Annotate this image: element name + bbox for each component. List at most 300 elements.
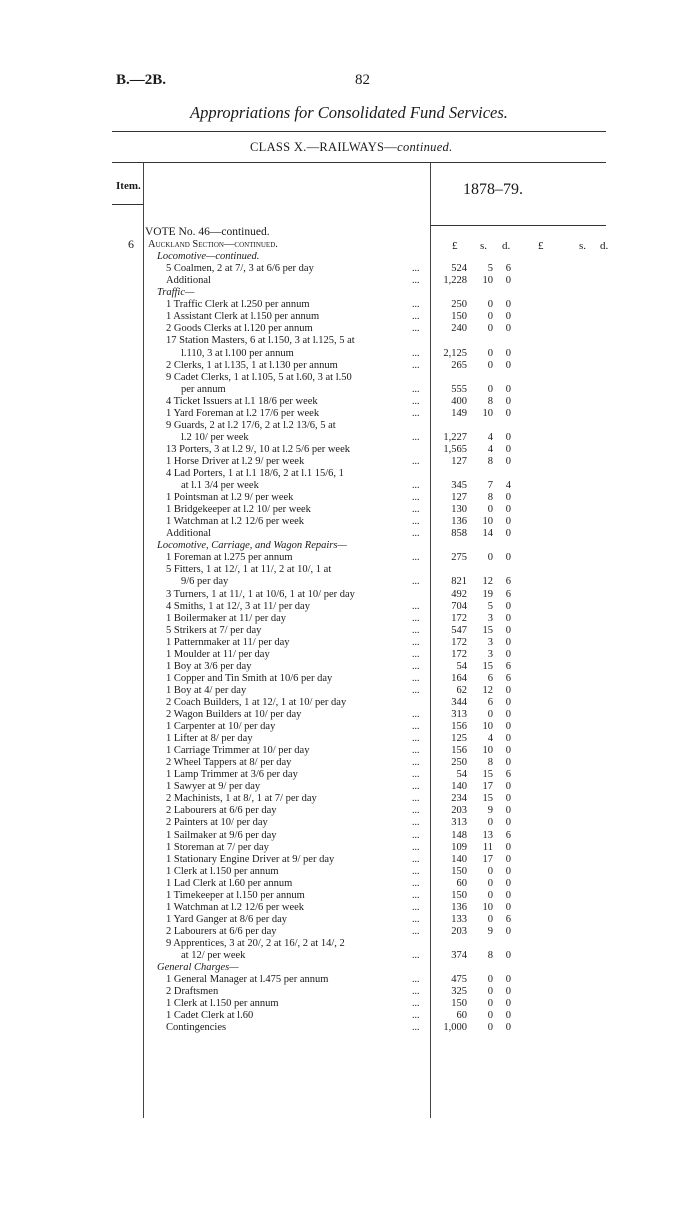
pence-value: 0 xyxy=(505,745,511,757)
shillings-value: 8 xyxy=(487,757,493,769)
table-row xyxy=(0,420,700,431)
shillings-value: 0 xyxy=(487,323,493,335)
table-row xyxy=(0,348,700,359)
leader-dots: ... xyxy=(412,974,420,986)
row-description: 1 Horse Driver at l.2 9/ per week xyxy=(166,455,305,467)
pounds-value: 250 xyxy=(451,299,467,311)
shillings-value: 0 xyxy=(487,383,493,395)
row-description: 2 Machinists, 1 at 8/, 1 at 7/ per day xyxy=(166,793,317,805)
pence-value: 0 xyxy=(505,347,511,359)
table-row xyxy=(0,709,700,720)
shillings-value: 0 xyxy=(487,1022,493,1034)
row-description: 2 Coach Builders, 1 at 12/, 1 at 10/ per day xyxy=(166,696,347,708)
pence-value: 0 xyxy=(505,648,511,660)
shillings-value: 13 xyxy=(482,829,493,841)
row-description: 5 Coalmen, 2 at 7/, 3 at 6/6 per day xyxy=(166,263,314,275)
row-description: 2 Wagon Builders at 10/ per day xyxy=(166,709,302,720)
pence-value: 0 xyxy=(505,323,511,335)
leader-dots: ... xyxy=(412,263,420,275)
pounds-value: 150 xyxy=(451,865,467,877)
row-description: Locomotive, Carriage, and Wagon Repairs— xyxy=(157,540,347,552)
row-description: 1 Moulder at 11/ per day xyxy=(166,648,270,660)
page-title: Appropriations for Consolidated Fund Services. xyxy=(190,103,508,122)
table-row xyxy=(0,564,700,575)
shillings-value: 15 xyxy=(482,660,493,672)
shillings-value: 6 xyxy=(487,672,493,684)
row-description: l.2 10/ per week xyxy=(181,431,249,443)
leader-dots: ... xyxy=(412,660,420,672)
pence-value: 6 xyxy=(505,660,511,672)
table-row xyxy=(0,793,700,804)
row-description: 17 Station Masters, 6 at l.150, 3 at l.125, 5 at xyxy=(166,335,355,347)
shillings-value: 8 xyxy=(487,395,493,407)
table-row xyxy=(0,239,700,250)
row-description: 1 Yard Ganger at 8/6 per day xyxy=(166,913,288,925)
pounds-value: 547 xyxy=(451,624,467,636)
table-row xyxy=(0,1022,700,1033)
pence-value: 0 xyxy=(505,359,511,371)
shillings-total-header: s. xyxy=(579,240,587,252)
row-description: 2 Goods Clerks at l.120 per annum xyxy=(166,323,313,335)
pence-value: 0 xyxy=(505,492,511,504)
pounds-value: 62 xyxy=(456,684,467,696)
row-description: 1 Boilermaker at 11/ per day xyxy=(166,612,287,624)
table-row xyxy=(0,661,700,672)
pence-value: 0 xyxy=(505,901,511,913)
table-row xyxy=(0,299,700,310)
pounds-value: 125 xyxy=(451,733,467,745)
row-description: 1 Foreman at l.275 per annum xyxy=(166,552,293,564)
row-description: 1 Clerk at l.150 per annum xyxy=(166,998,279,1010)
pence-value: 0 xyxy=(505,431,511,443)
leader-dots: ... xyxy=(412,516,420,528)
pence-value: 0 xyxy=(505,636,511,648)
shillings-value: 15 xyxy=(482,624,493,636)
leader-dots: ... xyxy=(412,950,420,961)
pence-value: 0 xyxy=(505,395,511,407)
table-row xyxy=(0,866,700,877)
table-row xyxy=(0,589,700,600)
row-description: 1 Lad Clerk at l.60 per annum xyxy=(166,877,293,889)
leader-dots: ... xyxy=(412,455,420,467)
pence-value: 6 xyxy=(505,769,511,781)
pounds-value: 150 xyxy=(451,998,467,1010)
shillings-value: 15 xyxy=(482,793,493,805)
pounds-value: 555 xyxy=(451,383,467,395)
table-row xyxy=(0,576,700,587)
pence-value: 0 xyxy=(505,612,511,624)
table-row xyxy=(0,335,700,346)
table-row xyxy=(0,1010,700,1021)
pence-header: d. xyxy=(502,240,511,252)
table-row xyxy=(0,287,700,298)
pounds-value: 240 xyxy=(451,323,467,335)
table-row xyxy=(0,516,700,527)
table-row xyxy=(0,914,700,925)
pence-value: 0 xyxy=(505,950,511,961)
pounds-value: 234 xyxy=(451,793,467,805)
row-description: 2 Labourers at 6/6 per day xyxy=(166,925,277,937)
pounds-value: 344 xyxy=(451,696,467,708)
shillings-value: 10 xyxy=(482,901,493,913)
pounds-value: 1,000 xyxy=(443,1022,467,1034)
shillings-value: 11 xyxy=(482,841,493,853)
shillings-value: 8 xyxy=(487,455,493,467)
row-description: Contingencies xyxy=(166,1022,227,1034)
row-description: 1 Patternmaker at 11/ per day xyxy=(166,636,290,648)
shillings-value: 7 xyxy=(487,480,493,492)
row-description: Auckland Section—continued. xyxy=(148,239,278,251)
pence-value: 0 xyxy=(505,299,511,311)
row-description: Locomotive—continued. xyxy=(157,251,260,263)
table-row xyxy=(0,504,700,515)
leader-dots: ... xyxy=(412,925,420,937)
shillings-value: 0 xyxy=(487,865,493,877)
table-row xyxy=(0,685,700,696)
row-description: 2 Painters at 10/ per day xyxy=(166,817,268,829)
leader-dots: ... xyxy=(412,684,420,696)
shillings-value: 14 xyxy=(482,528,493,540)
pounds-value: 54 xyxy=(456,660,467,672)
pounds-value: 149 xyxy=(451,407,467,419)
leader-dots: ... xyxy=(412,998,420,1010)
pounds-value: 475 xyxy=(451,974,467,986)
row-description: Additional xyxy=(166,528,211,540)
pence-value: 6 xyxy=(505,588,511,600)
table-row xyxy=(0,854,700,865)
row-description: 1 Copper and Tin Smith at 10/6 per day xyxy=(166,672,333,684)
table-row xyxy=(0,649,700,660)
shillings-value: 0 xyxy=(487,311,493,323)
shillings-value: 0 xyxy=(487,817,493,829)
leader-dots: ... xyxy=(412,636,420,648)
row-description: 1 Traffic Clerk at l.250 per annum xyxy=(166,299,310,311)
leader-dots: ... xyxy=(412,829,420,841)
shillings-value: 4 xyxy=(487,431,493,443)
leader-dots: ... xyxy=(412,275,420,287)
row-description: 4 Ticket Issuers at l.1 18/6 per week xyxy=(166,395,318,407)
pounds-value: 172 xyxy=(451,636,467,648)
pounds-value: 704 xyxy=(451,600,467,612)
table-row xyxy=(0,781,700,792)
table-row xyxy=(0,974,700,985)
leader-dots: ... xyxy=(412,395,420,407)
shillings-value: 0 xyxy=(487,998,493,1010)
shillings-value: 4 xyxy=(487,443,493,455)
leader-dots: ... xyxy=(412,781,420,793)
shillings-value: 10 xyxy=(482,516,493,528)
pounds-value: 148 xyxy=(451,829,467,841)
pounds-value: 172 xyxy=(451,612,467,624)
shillings-value: 9 xyxy=(487,805,493,817)
pence-value: 0 xyxy=(505,877,511,889)
pence-value: 0 xyxy=(505,383,511,395)
pounds-value: 133 xyxy=(451,913,467,925)
leader-dots: ... xyxy=(412,299,420,311)
pence-value: 0 xyxy=(505,696,511,708)
pence-value: 0 xyxy=(505,925,511,937)
pence-value: 0 xyxy=(505,624,511,636)
leader-dots: ... xyxy=(412,311,420,323)
pounds-value: 136 xyxy=(451,901,467,913)
leader-dots: ... xyxy=(412,648,420,660)
table-row xyxy=(0,468,700,479)
table-row xyxy=(0,275,700,286)
shillings-header: s. xyxy=(480,240,488,252)
pence-value: 0 xyxy=(505,1022,511,1034)
shillings-value: 0 xyxy=(487,889,493,901)
leader-dots: ... xyxy=(412,528,420,540)
table-row xyxy=(0,480,700,491)
row-description: 1 Yard Foreman at l.2 17/6 per week xyxy=(166,407,320,419)
shillings-value: 8 xyxy=(487,492,493,504)
shillings-value: 0 xyxy=(487,504,493,516)
pence-value: 0 xyxy=(505,516,511,528)
table-row xyxy=(0,902,700,913)
pence-value: 0 xyxy=(505,733,511,745)
table-row xyxy=(0,733,700,744)
table-row xyxy=(0,842,700,853)
leader-dots: ... xyxy=(412,552,420,564)
shillings-value: 0 xyxy=(487,709,493,720)
pence-value: 4 xyxy=(505,480,511,492)
leader-dots: ... xyxy=(412,817,420,829)
leader-dots: ... xyxy=(412,612,420,624)
row-description: 2 Labourers at 6/6 per day xyxy=(166,805,277,817)
leader-dots: ... xyxy=(412,757,420,769)
pounds-value: 250 xyxy=(451,757,467,769)
table-row xyxy=(0,396,700,407)
pounds-value: 127 xyxy=(451,455,467,467)
row-description: 1 Boy at 3/6 per day xyxy=(166,660,252,672)
pounds-value: 275 xyxy=(451,552,467,564)
leader-dots: ... xyxy=(412,480,420,492)
pounds-value: 374 xyxy=(451,950,467,961)
leader-dots: ... xyxy=(412,769,420,781)
pounds-value: 1,228 xyxy=(443,275,467,287)
table-row xyxy=(0,251,700,262)
shillings-value: 19 xyxy=(482,588,493,600)
pounds-value: 172 xyxy=(451,648,467,660)
row-description: 1 Clerk at l.150 per annum xyxy=(166,865,279,877)
leader-dots: ... xyxy=(412,805,420,817)
pounds-value: 400 xyxy=(451,395,467,407)
pounds-value: 345 xyxy=(451,480,467,492)
table-row xyxy=(0,926,700,937)
pounds-value: 54 xyxy=(456,769,467,781)
pounds-value: 60 xyxy=(456,1010,467,1022)
shillings-value: 0 xyxy=(487,299,493,311)
row-description: 1 Sawyer at 9/ per day xyxy=(166,781,261,793)
pence-value: 6 xyxy=(505,672,511,684)
pounds-value: 313 xyxy=(451,709,467,720)
shillings-value: 10 xyxy=(482,275,493,287)
pounds-value: 60 xyxy=(456,877,467,889)
row-description: 1 Watchman at l.2 12/6 per week xyxy=(166,516,305,528)
table-row xyxy=(0,986,700,997)
pounds-value: 140 xyxy=(451,853,467,865)
table-row xyxy=(0,227,700,238)
table-row xyxy=(0,613,700,624)
leader-dots: ... xyxy=(412,793,420,805)
shillings-value: 3 xyxy=(487,612,493,624)
pounds-value: 313 xyxy=(451,817,467,829)
pence-value: 0 xyxy=(505,757,511,769)
row-description: 2 Clerks, 1 at l.135, 1 at l.130 per annum xyxy=(166,359,338,371)
pence-value: 0 xyxy=(505,504,511,516)
shillings-value: 5 xyxy=(487,263,493,275)
leader-dots: ... xyxy=(412,624,420,636)
leader-dots: ... xyxy=(412,913,420,925)
leader-dots: ... xyxy=(412,504,420,516)
table-row xyxy=(0,323,700,334)
row-description: l.110, 3 at l.100 per annum xyxy=(181,347,294,359)
row-description: Additional xyxy=(166,275,211,287)
row-description: 1 Stationary Engine Driver at 9/ per day xyxy=(166,853,335,865)
pounds-value: 492 xyxy=(451,588,467,600)
pence-value: 0 xyxy=(505,781,511,793)
pence-value: 0 xyxy=(505,528,511,540)
row-description: 1 Watchman at l.2 12/6 per week xyxy=(166,901,305,913)
class-title-continued: continued. xyxy=(397,140,453,154)
leader-dots: ... xyxy=(412,347,420,359)
table-row xyxy=(0,757,700,768)
leader-dots: ... xyxy=(412,1010,420,1022)
table-row xyxy=(0,878,700,889)
shillings-value: 0 xyxy=(487,877,493,889)
pounds-value: 524 xyxy=(451,263,467,275)
shillings-value: 10 xyxy=(482,745,493,757)
shillings-value: 0 xyxy=(487,1010,493,1022)
table-row xyxy=(0,408,700,419)
row-description: 1 Sailmaker at 9/6 per day xyxy=(166,829,277,841)
shillings-value: 10 xyxy=(482,407,493,419)
pounds-total-header: £ xyxy=(538,240,544,252)
table-row xyxy=(0,456,700,467)
pence-value: 0 xyxy=(505,600,511,612)
table-row xyxy=(0,384,700,395)
item-column-header: Item. xyxy=(116,180,141,192)
row-description: per annum xyxy=(181,383,226,395)
shillings-value: 0 xyxy=(487,359,493,371)
leader-dots: ... xyxy=(412,721,420,733)
leader-dots: ... xyxy=(412,359,420,371)
document-reference: B.—2B. xyxy=(116,72,167,88)
table-row xyxy=(0,552,700,563)
row-description: 1 General Manager at l.475 per annum xyxy=(166,974,329,986)
leader-dots: ... xyxy=(412,841,420,853)
pounds-value: 130 xyxy=(451,504,467,516)
shillings-value: 0 xyxy=(487,974,493,986)
pence-value: 0 xyxy=(505,275,511,287)
row-description: 2 Draftsmen xyxy=(166,986,219,998)
table-row xyxy=(0,697,700,708)
leader-dots: ... xyxy=(412,431,420,443)
pence-value: 0 xyxy=(505,1010,511,1022)
shillings-value: 3 xyxy=(487,636,493,648)
row-description: 1 Carpenter at 10/ per day xyxy=(166,721,276,733)
pence-value: 0 xyxy=(505,841,511,853)
row-description: 5 Strikers at 7/ per day xyxy=(166,624,262,636)
pence-value: 0 xyxy=(505,684,511,696)
pounds-value: 1,227 xyxy=(443,431,467,443)
table-row xyxy=(0,962,700,973)
table-row xyxy=(0,444,700,455)
row-description: 2 Wheel Tappers at 8/ per day xyxy=(166,757,292,769)
pounds-value: 136 xyxy=(451,516,467,528)
table-row xyxy=(0,769,700,780)
pence-total-header: d. xyxy=(600,240,609,252)
table-row xyxy=(0,817,700,828)
table-row xyxy=(0,263,700,274)
table-row xyxy=(0,601,700,612)
table-row xyxy=(0,637,700,648)
pence-value: 0 xyxy=(505,889,511,901)
pence-value: 0 xyxy=(505,998,511,1010)
row-description: 5 Fitters, 1 at 12/, 1 at 11/, 2 at 10/, 1 at xyxy=(166,564,332,576)
pounds-value: 821 xyxy=(451,576,467,588)
shillings-value: 12 xyxy=(482,684,493,696)
pounds-value: 1,565 xyxy=(443,443,467,455)
pence-value: 6 xyxy=(505,263,511,275)
pence-value: 0 xyxy=(505,709,511,720)
row-description: 1 Storeman at 7/ per day xyxy=(166,841,269,853)
pounds-value: 265 xyxy=(451,359,467,371)
leader-dots: ... xyxy=(412,407,420,419)
table-row xyxy=(0,830,700,841)
shillings-value: 3 xyxy=(487,648,493,660)
pounds-value: 140 xyxy=(451,781,467,793)
shillings-value: 0 xyxy=(487,986,493,998)
pence-value: 0 xyxy=(505,805,511,817)
pence-value: 0 xyxy=(505,721,511,733)
row-description: 1 Bridgekeeper at l.2 10/ per week xyxy=(166,504,311,516)
pounds-value: 203 xyxy=(451,805,467,817)
pounds-value: 156 xyxy=(451,721,467,733)
row-description: at 12/ per week xyxy=(181,950,246,961)
table-row xyxy=(0,998,700,1009)
shillings-value: 8 xyxy=(487,950,493,961)
leader-dots: ... xyxy=(412,709,420,720)
leader-dots: ... xyxy=(412,865,420,877)
table-row xyxy=(0,890,700,901)
row-description: 1 Cadet Clerk at l.60 xyxy=(166,1010,254,1022)
shillings-value: 17 xyxy=(482,853,493,865)
pence-value: 0 xyxy=(505,407,511,419)
leader-dots: ... xyxy=(412,383,420,395)
row-description: 9/6 per day xyxy=(181,576,229,588)
shillings-value: 4 xyxy=(487,733,493,745)
pence-value: 0 xyxy=(505,817,511,829)
leader-dots: ... xyxy=(412,853,420,865)
row-description: 1 Pointsman at l.2 9/ per week xyxy=(166,492,294,504)
table-row xyxy=(0,311,700,322)
shillings-value: 0 xyxy=(487,913,493,925)
table-row xyxy=(0,372,700,383)
leader-dots: ... xyxy=(412,576,420,588)
pence-value: 6 xyxy=(505,576,511,588)
pence-value: 0 xyxy=(505,986,511,998)
pounds-value: 127 xyxy=(451,492,467,504)
leader-dots: ... xyxy=(412,877,420,889)
table-row xyxy=(0,721,700,732)
table-row xyxy=(0,673,700,684)
shillings-value: 0 xyxy=(487,347,493,359)
row-description: Traffic— xyxy=(157,287,195,299)
pence-value: 0 xyxy=(505,865,511,877)
table-row xyxy=(0,625,700,636)
pounds-value: 109 xyxy=(451,841,467,853)
